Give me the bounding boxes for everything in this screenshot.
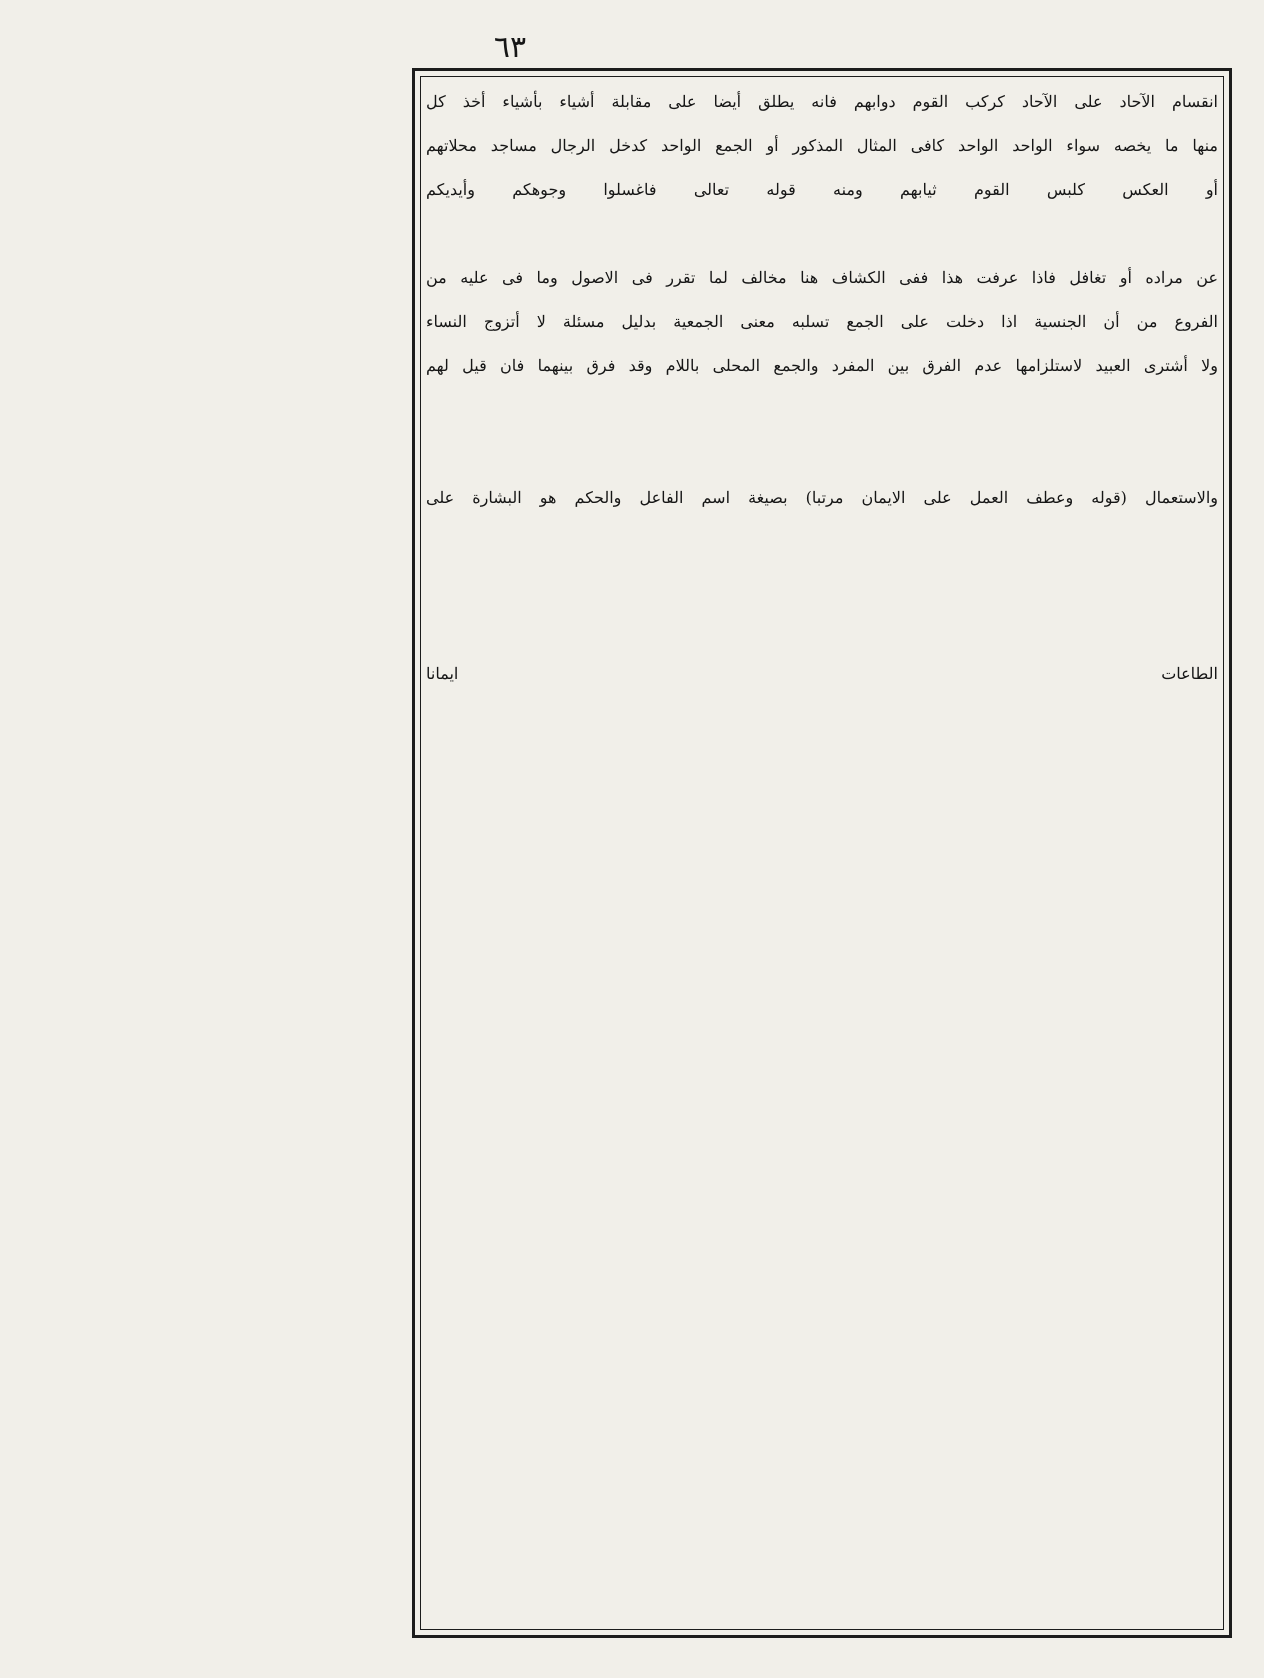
text-line: أو العكس كلبس القوم ثيابهم ومنه قوله تعالى فاغسلوا وجوهكم وأيديكم: [426, 180, 1218, 199]
text-line: [426, 1268, 1218, 1312]
text-line: [426, 608, 1218, 652]
text-line: [426, 872, 1218, 916]
text-line: [426, 784, 1218, 828]
text-line: الفروع من أن الجنسية اذا دخلت على الجمع تسلبه معنى الجمعية بدليل مسئلة لا أتزوج النساء: [426, 312, 1218, 331]
text-line: [426, 960, 1218, 1004]
main-text-block: [426, 80, 1218, 1626]
text-line: [426, 1048, 1218, 1092]
text-line: [426, 388, 1218, 432]
text-line: [426, 1576, 1218, 1620]
text-line: [426, 1224, 1218, 1268]
text-line: [426, 916, 1218, 960]
text-line: [426, 1180, 1218, 1224]
text-line: [426, 696, 1218, 740]
text-line: [426, 212, 1218, 256]
text-line: [426, 1356, 1218, 1400]
text-line: [426, 432, 1218, 476]
margin-note: [0, 278, 468, 962]
text-line: [426, 1444, 1218, 1488]
text-line: [426, 1136, 1218, 1180]
text-line: [426, 1312, 1218, 1356]
text-line: [426, 828, 1218, 872]
text-line: [426, 1532, 1218, 1576]
text-line: [426, 1400, 1218, 1444]
text-line: [426, 1488, 1218, 1532]
text-line: ولا أشترى العبيد لاستلزامها عدم الفرق بين المفرد والجمع المحلى باللام وقد فرق بينهما فان قيل لهم: [426, 356, 1218, 375]
text-line: والاستعمال (قوله وعطف العمل على الايمان مرتبا) بصيغة اسم الفاعل والحكم هو البشارة على: [426, 488, 1218, 507]
text-line: [426, 1092, 1218, 1136]
text-line: عن مراده أو تغافل فاذا عرفت هذا ففى الكشاف هنا مخالف لما تقرر فى الاصول وما فى عليه من: [426, 268, 1218, 287]
page-number: ٦٣: [493, 30, 527, 65]
text-line: [426, 564, 1218, 608]
text-line: انقسام الآحاد على الآحاد كركب القوم دوابهم فانه يطلق أيضا على مقابلة أشياء بأشياء أخذ كل: [426, 92, 1218, 111]
text-line: [426, 1004, 1218, 1048]
text-line: [426, 740, 1218, 784]
text-line: منها ما يخصه سواء الواحد الواحد كافى المثال المذكور أو الجمع الواحد كدخل الرجال مساجد محلاتهم: [426, 136, 1218, 155]
text-line: الطاعات ايمانا: [426, 664, 1218, 683]
text-line: [426, 520, 1218, 564]
